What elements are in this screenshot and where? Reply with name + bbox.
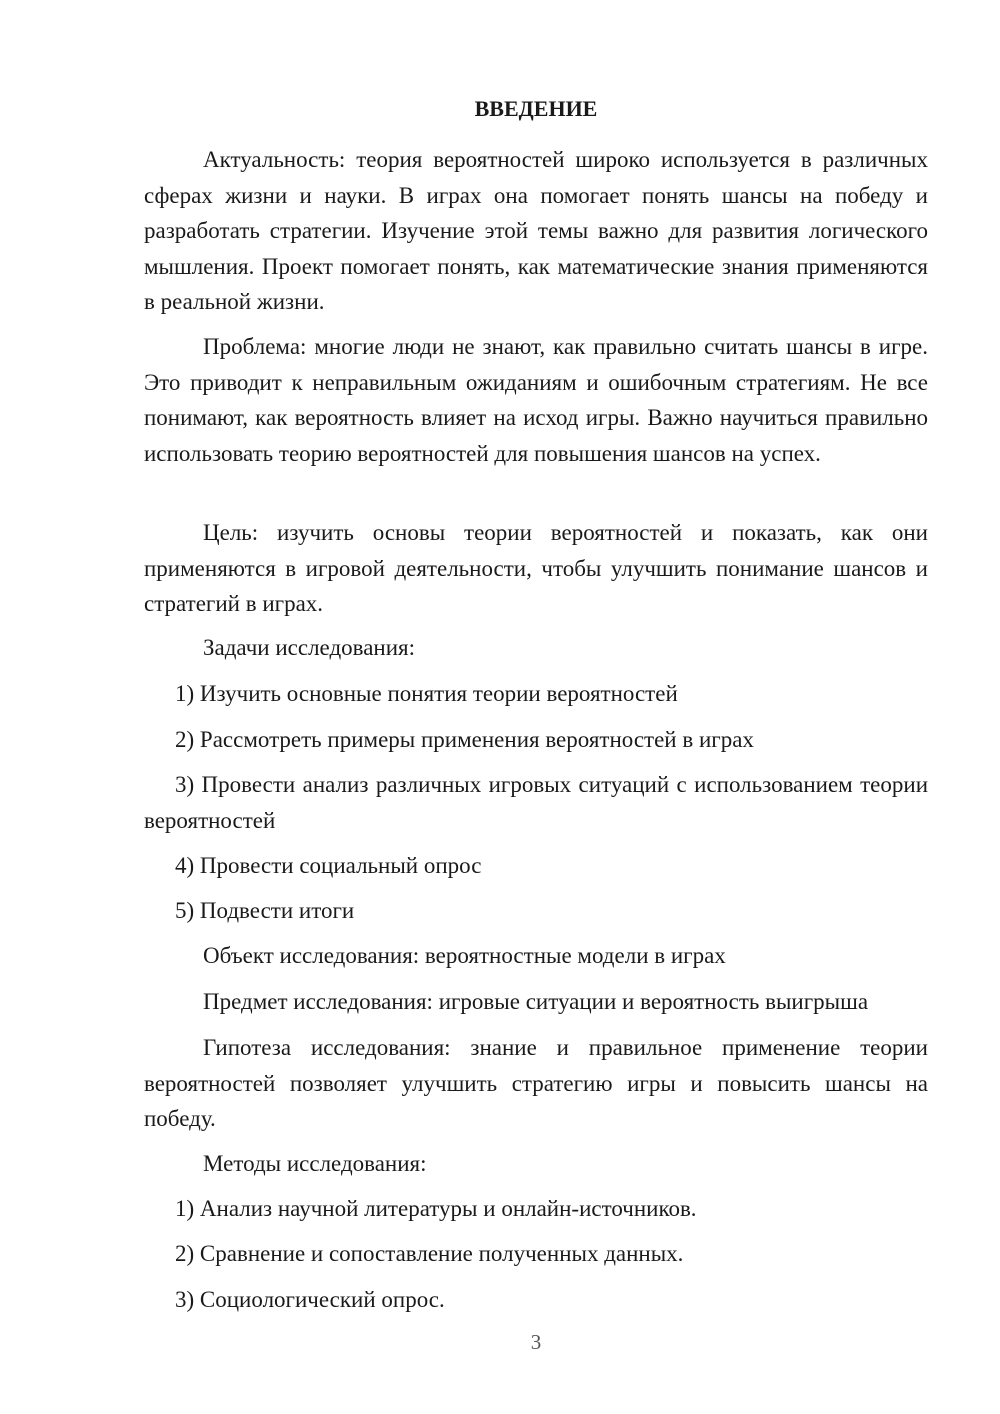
research-object: Объект исследования: вероятностные модели в играх [203,943,726,968]
hypothesis-paragraph: Гипотеза исследования: знание и правильное применение теории вероятностей позволяет улучшить стратегию игры и повысить шансы на победу. [144,1035,928,1131]
goal-paragraph: Цель: изучить основы теории вероятностей и показать, как они применяются в игровой деятельности, чтобы улучшить понимание шансов и стратегий в играх. [144,520,928,616]
problem-paragraph: Проблема: многие люди не знают, как правильно считать шансы в игре. Это приводит к неправильным ожиданиям и ошибочным стратегиям. Не все понимают, как вероятность влияет на исход игры. Важно научиться правильно использовать теорию вероятностей для повышения шансов на успех. [144,334,928,466]
relevance-paragraph: Актуальность: теория вероятностей широко используется в различных сферах жизни и науки. В играх она помогает понять шансы на победу и разработать стратегии. Изучение этой темы важно для развития логического мышления. Проект помогает понять, как математические знания применяются в реальной жизни. [144,147,928,314]
research-subject: Предмет исследования: игровые ситуации и вероятность выигрыша [203,989,869,1014]
method-item: 2) Сравнение и сопоставление полученных данных. [175,1241,684,1266]
task-item: 2) Рассмотреть примеры применения вероятностей в играх [175,727,754,752]
task-item: 1) Изучить основные понятия теории вероятностей [175,681,678,706]
method-item: 3) Социологический опрос. [175,1287,445,1312]
page-title: ВВЕДЕНИЕ [474,96,598,121]
page-number: 3 [530,1330,542,1354]
methods-heading: Методы исследования: [203,1151,427,1176]
tasks-heading: Задачи исследования: [203,635,416,660]
task-item: 3) Провести анализ различных игровых ситуаций с использованием теории вероятностей [144,772,928,833]
task-item: 5) Подвести итоги [175,898,355,923]
task-item: 4) Провести социальный опрос [175,853,482,878]
method-item: 1) Анализ научной литературы и онлайн-источников. [175,1196,697,1221]
